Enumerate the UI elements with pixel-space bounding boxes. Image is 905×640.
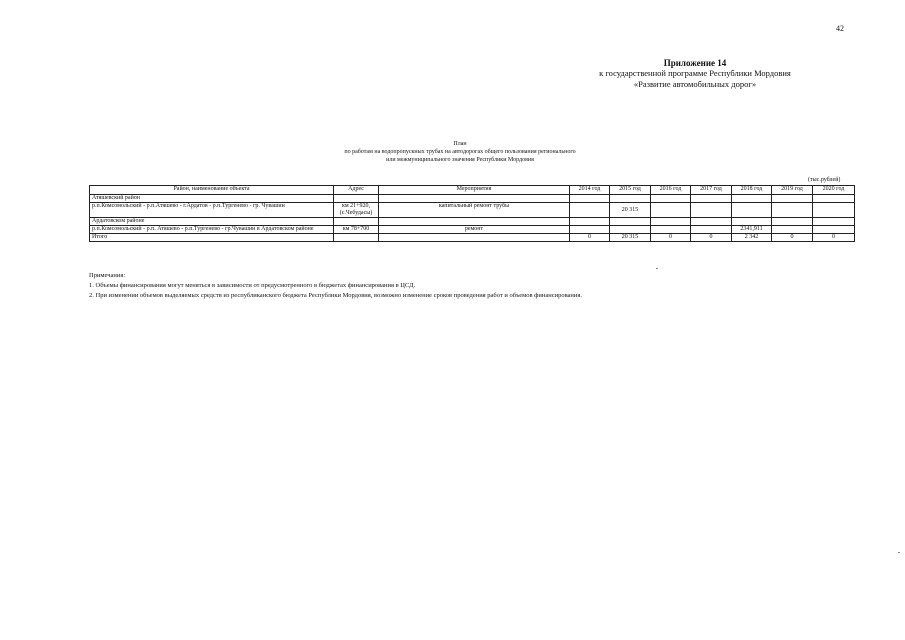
value-cell xyxy=(813,203,855,218)
plan-subtitle-1: по работам на водопропускных трубах на автодорогах общего пользования регионального xyxy=(344,149,576,155)
value-cell xyxy=(691,226,732,234)
total-label: Итого xyxy=(90,234,334,242)
table-row xyxy=(90,226,855,234)
object-address: км 78+700 xyxy=(334,226,379,234)
total-value: 2 342 xyxy=(732,234,772,242)
value-cell: 2341,911 xyxy=(732,226,772,234)
plan-heading xyxy=(240,140,680,164)
value-cell xyxy=(570,203,610,218)
total-value: 20 315 xyxy=(610,234,651,242)
notes xyxy=(89,271,582,301)
table-section-row xyxy=(90,218,855,226)
value-cell xyxy=(691,203,732,218)
appendix-line-1: к государственной программе Республики Мордовия xyxy=(599,68,791,78)
column-header: 2015 год xyxy=(610,186,651,195)
units-label: (тыс.рублей) xyxy=(808,177,841,183)
value-cell: 20 315 xyxy=(610,203,651,218)
value-cell xyxy=(813,226,855,234)
column-header: 2016 год xyxy=(651,186,691,195)
column-header: 2017 год xyxy=(691,186,732,195)
plan-table xyxy=(89,185,855,242)
column-header: 2020 год xyxy=(813,186,855,195)
notes-heading: Примечания: xyxy=(89,272,126,279)
column-header: 2014 год xyxy=(570,186,610,195)
value-cell xyxy=(732,203,772,218)
appendix-line-2: «Развитие автомобильных дорог» xyxy=(633,79,757,89)
plan-title: План xyxy=(453,141,467,147)
total-value: 0 xyxy=(813,234,855,242)
value-cell xyxy=(772,203,813,218)
table-section-row xyxy=(90,195,855,203)
value-cell xyxy=(610,226,651,234)
appendix-header xyxy=(560,58,830,90)
table-row xyxy=(90,203,855,218)
object-measure: ремонт xyxy=(379,226,570,234)
value-cell xyxy=(772,226,813,234)
total-value: 0 xyxy=(570,234,610,242)
object-measure: капитальный ремонт трубы xyxy=(379,203,570,218)
total-value: 0 xyxy=(651,234,691,242)
table-header-row xyxy=(90,186,855,195)
total-value: 0 xyxy=(772,234,813,242)
plan-subtitle-2: или межмуниципального значения Республики Мордовия xyxy=(386,157,534,163)
note-item: 1. Объемы финансирования могут меняться в зависимости от предусмотренного в бюджетах финансирования в ЦСД. xyxy=(89,282,416,289)
note-item: 2. При изменении объемов выделяемых средств из республиканского бюджета Республики Мордовия, возможно изменение сроков проведения работ и объемов финансирования. xyxy=(89,292,583,299)
value-cell xyxy=(651,203,691,218)
column-header: Район, наименование объекта xyxy=(90,186,334,195)
value-cell xyxy=(651,226,691,234)
section-name: Ардатовском районе xyxy=(90,218,334,226)
object-name: р.п.Комсомольский - р.п. Атяшево - р.п.Тургенево - гр.Чувашии в Ардатовском районе xyxy=(90,226,334,234)
appendix-title: Приложение 14 xyxy=(663,58,727,68)
scan-speck xyxy=(898,552,900,553)
object-address: км 21+920, (с.Чебудасы) xyxy=(334,203,379,218)
table-total-row xyxy=(90,234,855,242)
total-value: 0 xyxy=(691,234,732,242)
column-header: Адрес xyxy=(334,186,379,195)
page-number: 42 xyxy=(836,24,844,33)
column-header: 2018 год xyxy=(732,186,772,195)
value-cell xyxy=(570,226,610,234)
object-name: р.п.Комсомольский - р.п.Атяшево - г.Ардатов - р.п.Тургенево - гр. Чувашии xyxy=(90,203,334,218)
scan-speck xyxy=(656,268,658,269)
column-header: 2019 год xyxy=(772,186,813,195)
section-name: Атяшевский район xyxy=(90,195,334,203)
column-header: Мероприятия xyxy=(379,186,570,195)
